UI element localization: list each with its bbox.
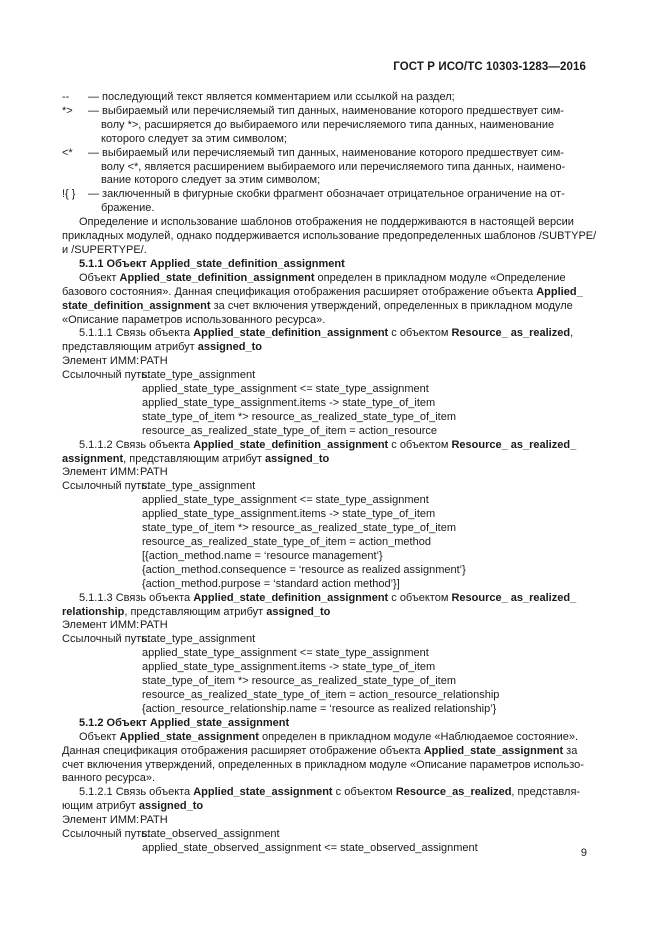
definition-item	[62, 147, 588, 189]
definition-text: волу *>, расширяется до выбираемого или перечисляемого типа данных, наименование	[101, 118, 555, 131]
imm-element-row: Элемент ИММ:PATH	[62, 466, 168, 479]
reference-path-line: {action_method.consequence = ‘resource as realized assignment’}	[142, 563, 466, 576]
paragraph-line: «Описание параметров использованного ресурса».	[62, 313, 326, 326]
reference-path-line: applied_state_type_assignment <= state_type_assignment	[142, 494, 429, 507]
paragraph-line: ющим атрибут assigned_to	[62, 800, 204, 813]
definition-symbol: !{ }	[62, 188, 76, 201]
definition-symbol: --	[62, 91, 70, 103]
definition-text: — выбираемый или перечисляемый тип данных, наименование которого предшествует сим-	[88, 104, 564, 117]
paragraph-line: Объект Applied_state_assignment определен в прикладном модуле «Наблюдаемое состояние».	[79, 730, 579, 743]
definition-text: — последующий текст является комментарием или ссылкой на раздел;	[88, 91, 455, 103]
imm-element-row: Элемент ИММ:PATH	[62, 355, 168, 368]
page-number: 9	[580, 847, 587, 859]
reference-path-line: [{action_method.name = ‘resource management’}	[142, 549, 383, 562]
paragraph-line: Определение и использование шаблонов отображения не поддерживаются в настоящей версии	[79, 216, 574, 229]
definition-symbol: *>	[62, 104, 73, 117]
reference-path-line: applied_state_type_assignment.items -> state_type_of_item	[142, 396, 436, 409]
reference-path-row: Ссылочный путь:state_type_assignment	[62, 633, 256, 646]
page-content	[62, 91, 597, 856]
definition-text: бражение.	[101, 202, 155, 215]
imm-element-row: Элемент ИММ:PATH	[62, 619, 168, 632]
definition-text: — выбираемый или перечисляемый тип данных, наименование которого предшествует сим-	[88, 146, 564, 159]
paragraph-line: представляющим атрибут assigned_to	[62, 341, 262, 354]
paragraph-line: базового состояния». Данная спецификация отображения расширяет отображение объекта Applied_	[62, 285, 583, 298]
definition-text: вание которого следует за этим символом;	[101, 174, 321, 187]
imm-element-row: Элемент ИММ:PATH	[62, 814, 168, 827]
paragraph-line: счет включения утверждений, определенных в прикладном модуле «Описание параметров использо-	[62, 758, 584, 771]
paragraph-line: Объект Applied_state_definition_assignment определен в прикладном модуле «Определение	[79, 271, 566, 284]
reference-path-line: state_type_of_item *> resource_as_realized_state_type_of_item	[142, 675, 456, 688]
paragraph-line: и /SUPERTYPE/.	[62, 243, 147, 256]
definition-item	[62, 91, 588, 105]
reference-path-line: resource_as_realized_state_type_of_item = action_resource_relationship	[142, 688, 500, 701]
reference-path-line: applied_state_type_assignment <= state_type_assignment	[142, 647, 429, 660]
section-heading: 5.1.1 Объект Applied_state_definition_assignment	[79, 257, 345, 270]
reference-path-line: resource_as_realized_state_type_of_item = action_method	[142, 536, 431, 548]
reference-path-line: applied_state_type_assignment.items -> state_type_of_item	[142, 661, 436, 674]
reference-path-line: resource_as_realized_state_type_of_item = action_resource	[142, 424, 438, 437]
reference-path-row: Ссылочный путь:state_type_assignment	[62, 369, 256, 382]
reference-path-line: applied_state_observed_assignment <= state_observed_assignment	[142, 841, 478, 854]
reference-path-line: {action_resource_relationship.name = ‘resource as realized relationship’}	[142, 702, 497, 715]
reference-path-row: Ссылочный путь:state_type_assignment	[62, 480, 256, 493]
paragraph-line: state_definition_assignment за счет включения утверждений, определенных в прикладном модуле	[62, 299, 573, 312]
reference-path-line: state_type_of_item *> resource_as_realized_state_type_of_item	[142, 410, 456, 423]
definition-text: волу <*, является расширением выбираемого или перечисляемого типа данных, наимено-	[101, 160, 566, 173]
definition-item	[62, 188, 588, 216]
reference-path-line: applied_state_type_assignment <= state_type_assignment	[142, 383, 429, 396]
definition-item	[62, 105, 588, 147]
subsection-heading: 5.1.1.2 Связь объекта Applied_state_definition_assignment с объектом Resource_ as_realized_	[79, 438, 577, 451]
section-heading: 5.1.2 Объект Applied_state_assignment	[79, 716, 290, 729]
reference-path-line: state_type_of_item *> resource_as_realized_state_type_of_item	[142, 522, 456, 535]
subsection-heading: 5.1.1.1 Связь объекта Applied_state_definition_assignment с объектом Resource_ as_realized,	[79, 327, 574, 340]
paragraph-line: прикладных модулей, однако поддерживается использование предопределенных шаблонов /SUBTYPE/	[62, 230, 597, 243]
reference-path-line: {action_method.purpose = ‘standard action method’}]	[142, 577, 400, 590]
subsection-heading: 5.1.2.1 Связь объекта Applied_state_assignment с объектом Resource_as_realized, представля-	[79, 786, 581, 799]
definition-text: — заключенный в фигурные скобки фрагмент обозначает отрицательное ограничение на от-	[88, 188, 565, 201]
definition-text: которого следует за этим символом;	[101, 132, 287, 145]
reference-path-row: Ссылочный путь:state_observed_assignment	[62, 828, 280, 841]
subsection-heading: 5.1.1.3 Связь объекта Applied_state_definition_assignment с объектом Resource_ as_realized_	[79, 591, 577, 604]
page-header: ГОСТ Р ИСО/ТС 10303-1283—2016	[393, 61, 586, 73]
reference-path-line: applied_state_type_assignment.items -> state_type_of_item	[142, 508, 436, 521]
paragraph-line: relationship, представляющим атрибут assigned_to	[62, 605, 331, 618]
paragraph-line: Данная спецификация отображения расширяет отображение объекта Applied_state_assignment за	[62, 744, 578, 757]
paragraph-line: ванного ресурса».	[62, 772, 156, 785]
paragraph-line: assignment, представляющим атрибут assigned_to	[62, 452, 330, 465]
definition-symbol: <*	[62, 146, 73, 159]
